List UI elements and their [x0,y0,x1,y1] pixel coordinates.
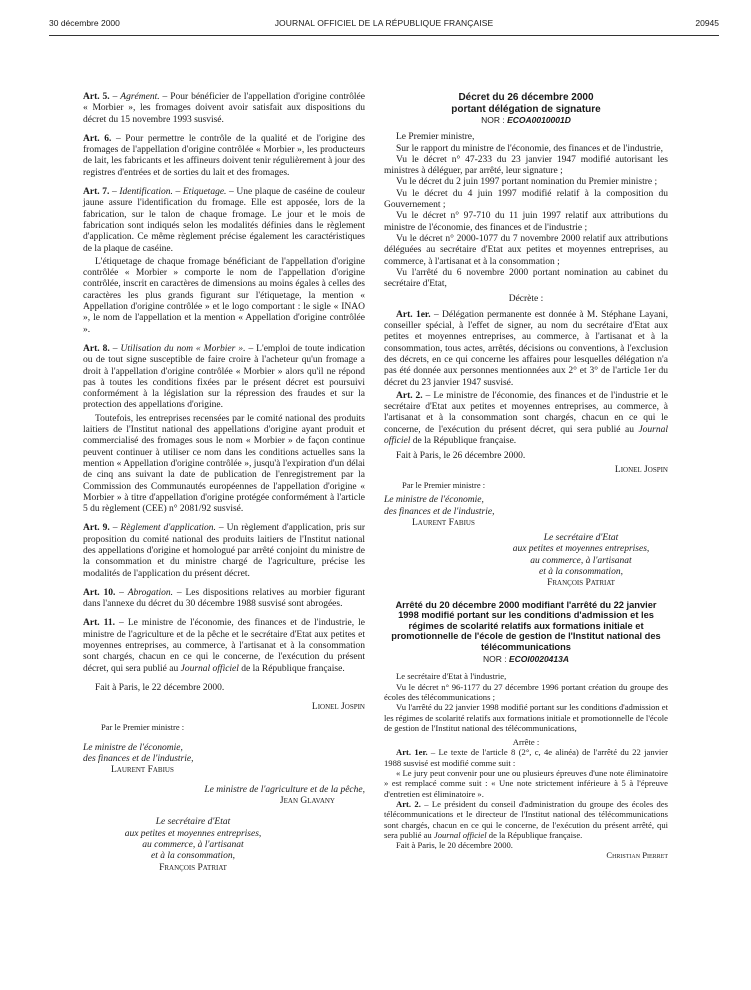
decree-2-signature: Christian Pierret [606,850,668,861]
by-prime-minister: Par le Premier ministre : [101,721,185,732]
decree-2-body [384,671,668,860]
decree-2-article-1-quote: « Le jury peut convenir pour une ou plusieurs épreuves d'une note éliminatoire » est remplacé comme suit : « Une note strictement inférieure à 5 à l'épreuve d'entretien est éliminatoire ». [384,768,668,799]
left-column [83,92,365,874]
header-date: 30 décembre 2000 [49,18,120,28]
decree-1-title: Décret du 26 décembre 2000 portant délégation de signature [451,92,601,115]
signature-minister-economy: Le ministre de l'économie, des finances et de l'industrie, Laurent Fabius [83,742,194,776]
decree-2-visa-1: Vu le décret n° 96-1177 du 27 décembre 1996 portant création du groupe des écoles des télécommunications ; [384,681,668,702]
article-10: Art. 10. – Abrogation. – Les dispositions relatives au morbier figurant dans l'annexe du décret du 30 décembre 1988 susvisé sont abrogées. [83,587,365,610]
page-header [49,18,719,32]
article-11: Art. 11. – Le ministre de l'économie, des finances et de l'industrie, le ministre de l'agriculture et de la pêche et le secrétaire d'Etat aux petites et moyennes entreprises, au commerce, à l'artisanat et à la consommation sont chargés, chacun en ce qui le concerne, de l'exécution du présent décret, qui sera publié au Journal officiel de la République française. [83,618,365,674]
header-rule [49,35,719,36]
signature-secretary-of-state: Le secrétaire d'Etat aux petites et moyennes entreprises, au commerce, à l'artisanat et à la consommation, François Patriat [124,817,262,873]
signature-prime-minister: Lionel Jospin [311,702,365,713]
decree-1-signature-prime-minister: Lionel Jospin [614,464,668,475]
decree-1-nor: NOR : ECOA0010001D [481,115,571,125]
decree-1-visa-7: Vu l'arrêté du 6 novembre 2000 portant nomination au cabinet du secrétaire d'Etat, [384,267,668,290]
decree-1-visa-3: Vu le décret du 2 juin 1997 portant nomination du Premier ministre ; [396,177,658,188]
decree-1-visa-6: Vu le décret n° 2000-1077 du 7 novembre 2000 relatif aux attributions déléguées au secrétaire d'Etat aux petites et moyennes entreprises, au commerce, à l'artisanat et à la consommation ; [384,233,668,267]
signature-date: Fait à Paris, le 22 décembre 2000. [95,682,225,693]
decree-2-nor: NOR : ECOI0020413A [482,654,569,665]
signature-minister-agriculture: Le ministre de l'agriculture et de la pêche, Jean Glavany [204,784,365,807]
article-7-paragraph-2: L'étiquetage de chaque fromage bénéficiant de l'appellation d'origine contrôlée « Morbier » comporte le nom de l'appellation d'origine contrôlée, inscrit en caractères de dimensions au moins égales à celles des caractères les plus grands figurant sur l'étiquetage, la mention « Appellation d'origine contrôlée » et le logo comportant : le sigle « INAO », le nom de l'appellation et la mention « Appellation d'origine contrôlée ». [83,256,365,335]
decree-1-by-prime-minister: Par le Premier ministre : [402,479,486,490]
article-9: Art. 9. – Règlement d'application. – Un règlement d'application, pris sur proposition du comité national des produits laitiers de l'Institut national des appellations d'origine et homologué par arrêté conjoint du ministre de la consommation et du ministre chargé de l'agriculture, précise les modalités de l'application du présent décret. [83,523,365,579]
decree-1-article-1: Art. 1er. – Délégation permanente est donnée à M. Stéphane Layani, conseiller spécial, à l'effet de signer, au nom du secrétaire d'Etat aux petites et moyennes entreprises, au commerce, à l'artisanat et à la consommation, tous actes, arrêtés, décisions ou conventions, à l'exclusion des décrets, en ce qui concerne les affaires pour lesquelles délégation n'a pas été donnée aux personnes mentionnées aux 2° et 3° de l'article 1er du décret du 23 janvier 1947 susvisé. [384,309,668,388]
article-8-paragraph-2: Toutefois, les entreprises recensées par le comité national des produits laitiers de l'Institut national des appellations d'origine ayant produit et commercialisé des fromages sous le nom « Morbier » de façon continue peuvent continuer à utiliser ce nom dans les conditions actuelles sans la mention « Appellation d'origine contrôlée », jusqu'à l'expiration d'un délai de cinq ans suivant la date de publication de l'enregistrement par la Commission des Communautés européennes de l'appellation d'origine « Morbier » à titre d'appellation d'origine protégée conformément à l'article 5 du règlement (CEE) n° 2081/92 susvisé. [83,413,365,515]
decree-1-visa-1: Sur le rapport du ministre de l'économie, des finances et de l'industrie, [396,143,663,154]
decree-1-prime-minister: Le Premier ministre, [396,132,475,143]
header-page-number: 20945 [695,18,719,28]
decree-2-visa-2: Vu l'arrêté du 22 janvier 1998 modifié portant sur les conditions d'admission et les régimes de scolarité relatifs aux formations initiale et promotionnelle de l'école de gestion de l'Institut national des télécommunications, [384,702,668,733]
decree-1-signature-date: Fait à Paris, le 26 décembre 2000. [396,451,526,462]
decree-2-arrete: Arrête : [512,737,540,748]
decree-1-decrete: Décrète : [508,294,544,305]
decree-1-visa-5: Vu le décret n° 97-710 du 11 juin 1997 relatif aux attributions du ministre de l'économie, des finances et de l'industrie ; [384,211,668,233]
decree-2-article-1: Art. 1er. – Le texte de l'article 8 (2°, c, 4e alinéa) de l'arrêté du 22 janvier 1988 susvisé est modifié comme suit : [384,747,668,768]
decree-2-secretary: Le secrétaire d'Etat à l'industrie, [396,671,507,682]
decree-2-title: Arrêté du 20 décembre 2000 modifiant l'arrêté du 22 janvier 1998 modifié portant sur les conditions d'admission et les régimes de scolarité relatifs aux formations initiale et promotionnelle de l'école de gestion de l'Institut national des télécommunications [391,599,661,652]
decree-2-signature-date: Fait à Paris, le 20 décembre 2000. [396,840,513,851]
decree-2-article-2: Art. 2. – Le président du conseil d'administration du groupe des écoles des télécommunications et le directeur de l'Institut national des télécommunications sont chargés, chacun en ce qui le concerne, de l'exécution du présent arrêté, qui sera publié au Journal officiel de la République française. [384,798,668,840]
right-column [384,92,668,861]
decree-1-visa-4: Vu le décret du 4 juin 1997 modifié relatif à la composition du Gouvernement ; [384,188,668,211]
article-8: Art. 8. – Utilisation du nom « Morbier ». – L'emploi de toute indication ou de tout signe susceptible de faire croire à l'acheteur qu'un fromage a droit à l'appellation d'origine contrôlée « Morbier » alors qu'il ne répond pas à toutes les conditions fixées par le présent décret est poursuivi conformément à la législation sur la répression des fraudes et sur la protection des appellations d'origine. [83,343,365,411]
decree-1-signature-minister-economy: Le ministre de l'économie, des finances et de l'industrie, Laurent Fabius [384,495,495,528]
decree-1-signature-secretary-of-state: Le secrétaire d'Etat aux petites et moyennes entreprises, au commerce, à l'artisanat et à la consommation, François Patriat [512,533,650,589]
decree-1-article-2: Art. 2. – Le ministre de l'économie, des finances et de l'industrie et le secrétaire d'Etat aux petites et moyennes entreprises, au commerce, à l'artisanat et à la consommation sont chargés, chacun en ce qui le concerne, de l'exécution du présent décret, qui sera publié au Journal officiel de la République française. [384,390,668,447]
header-journal-title: JOURNAL OFFICIEL DE LA RÉPUBLIQUE FRANÇAISE [274,18,494,28]
article-7: Art. 7. – Identification. – Etiquetage. – Une plaque de caséine de couleur jaune assure l'identification du fromage. Elle est apposée, lors de la fabrication, sur le talon de chaque fromage. Le jour et le mois de fabrication sont indiqués selon les modalités définies dans le règlement d'application. Ce même règlement précise également les caractéristiques de la plaque de caséine. [83,187,365,254]
article-6: Art. 6. – Pour permettre le contrôle de la qualité et de l'origine des fromages de l'appellation d'origine contrôlée « Morbier », les producteurs de lait, les fabricants et les affineurs doivent tenir régulièrement à jour des registres d'entrées et de sorties du lait et des fromages. [83,133,365,178]
article-5: Art. 5. – Agrément. – Pour bénéficier de l'appellation d'origine contrôlée « Morbier », les fromages doivent avoir satisfait aux dispositions du décret du 15 novembre 1993 susvisé. [83,92,365,125]
decree-1-visa-2: Vu le décret n° 47-233 du 23 janvier 1947 modifié autorisant les ministres à déléguer, par arrêté, leur signature ; [384,154,668,177]
